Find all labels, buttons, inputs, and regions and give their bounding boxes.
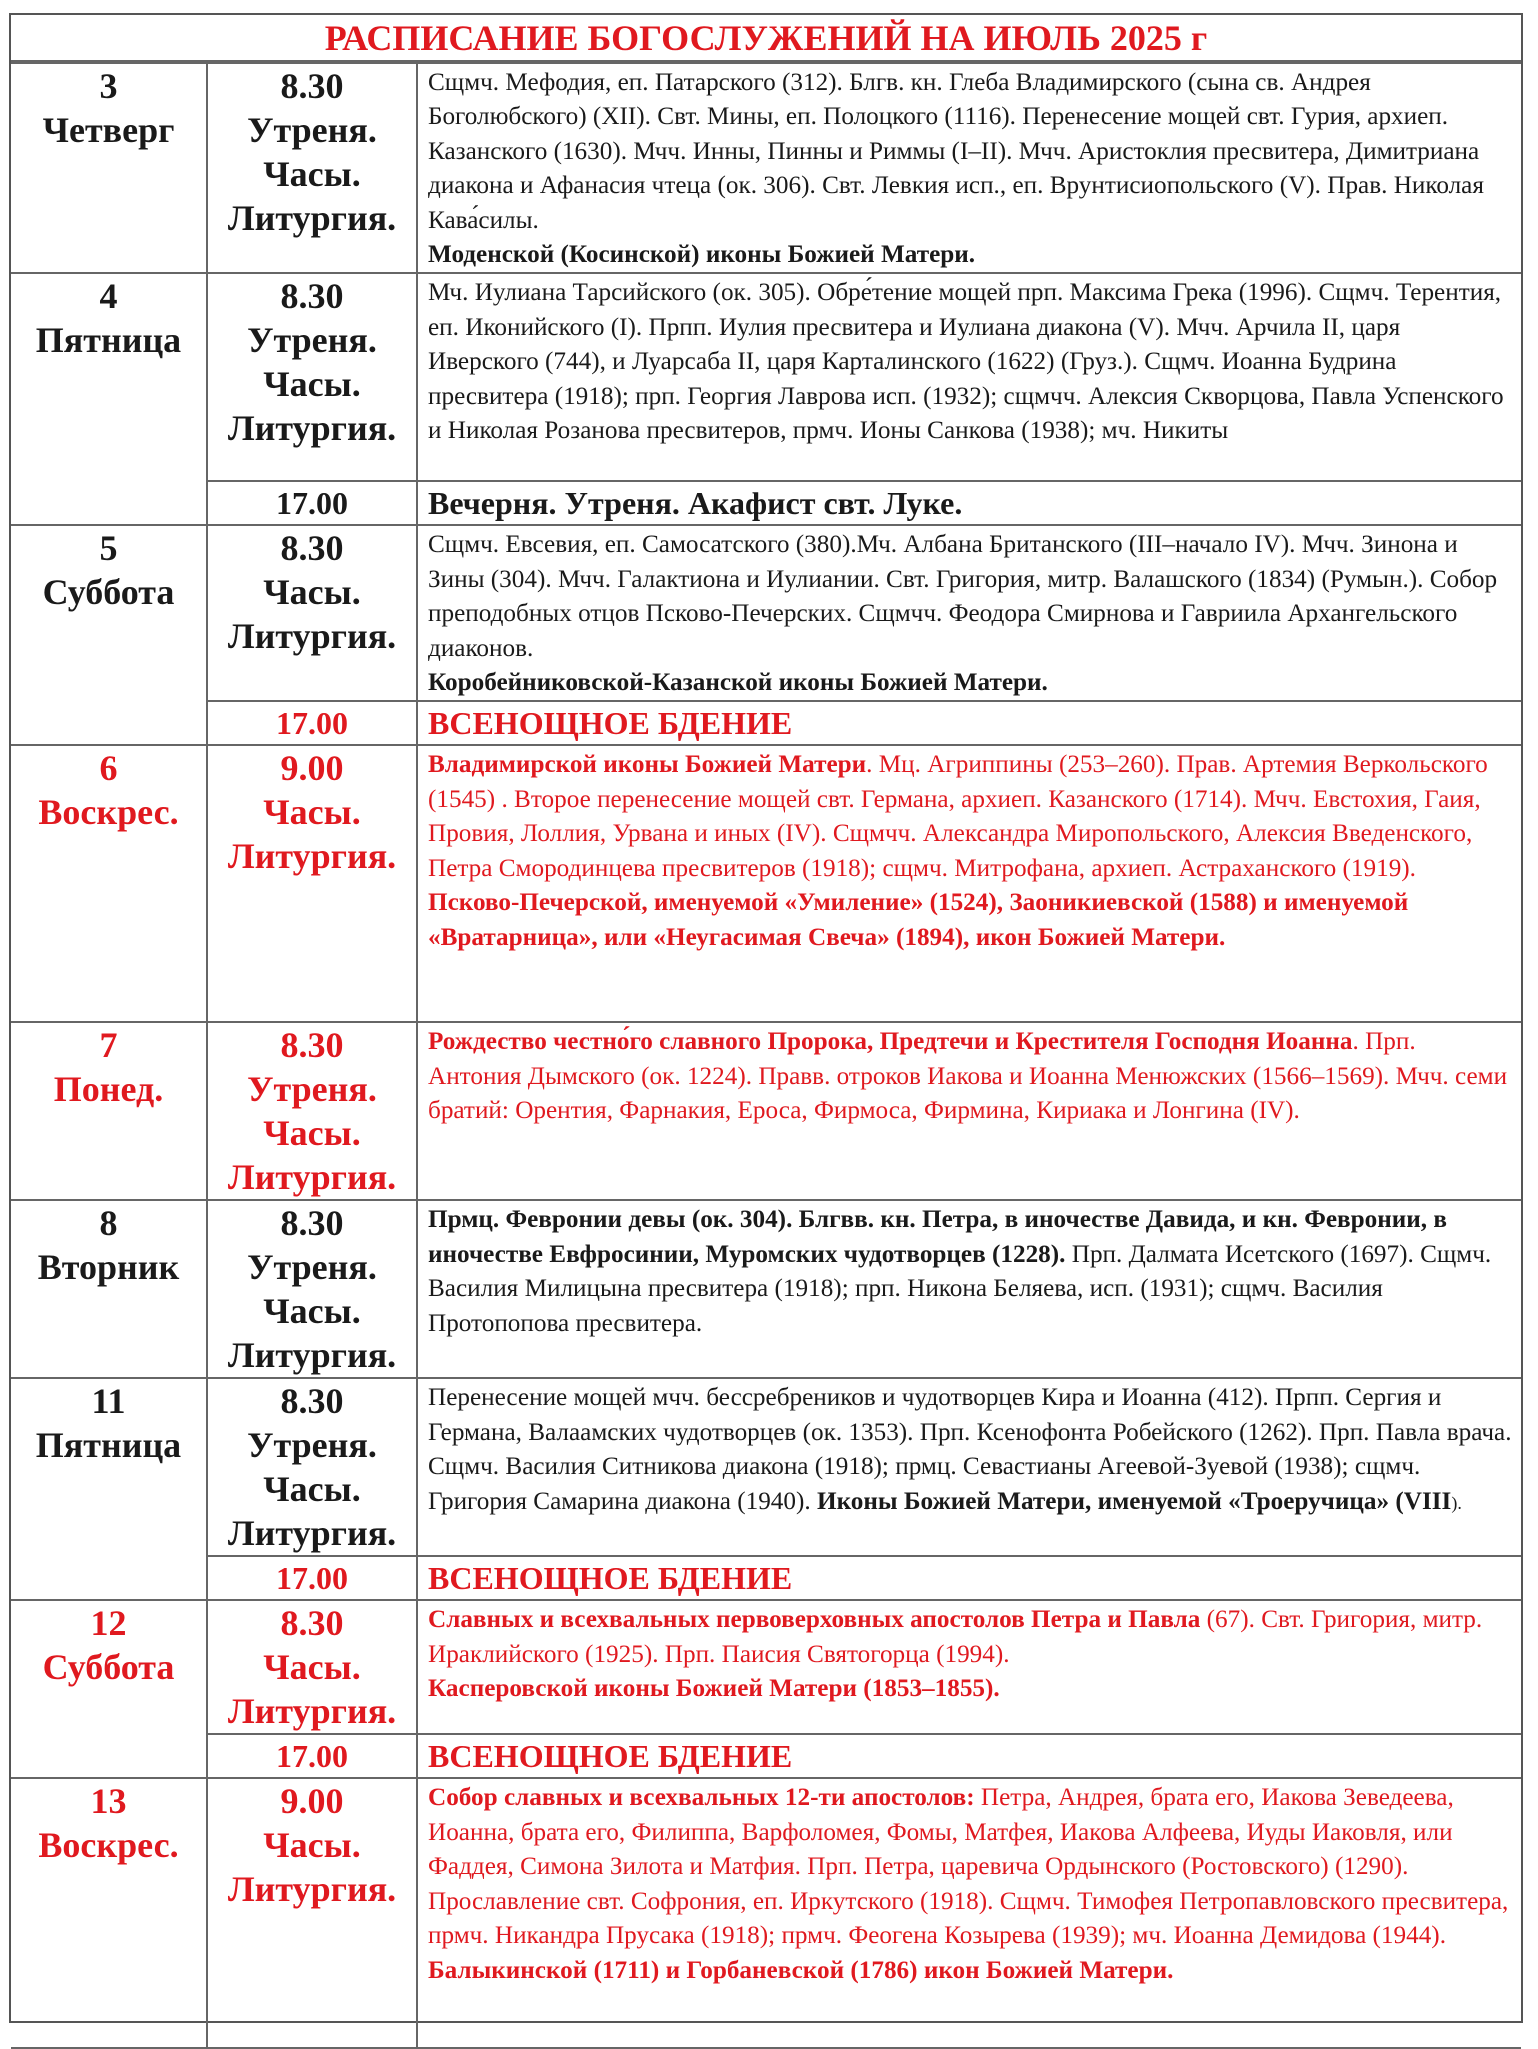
day-cell bbox=[11, 1022, 207, 1200]
day-number: 3 bbox=[99, 66, 118, 106]
day-of-week: Понед. bbox=[53, 1069, 164, 1110]
service-time: 8.30 bbox=[280, 1203, 344, 1244]
day-number: 12 bbox=[90, 1603, 127, 1644]
day-of-week: Воскрес. bbox=[38, 1825, 179, 1866]
day-of-week: Пятница bbox=[35, 1425, 182, 1466]
day-row-12 bbox=[11, 1600, 1521, 1734]
feast-title: Славных и всехвальных первоверховных апостолов Петра и Павла bbox=[428, 1606, 1201, 1634]
day-cell bbox=[11, 1200, 207, 1378]
commemoration-text: Мч. Иулиана Тарсийского (ок. 305). Обре́тение мощей прп. Максима Грека (1996). Сщмч. Терентия, еп. Иконийского (I). Прпп. Иулия пресвитера и Иулиана диакона (V). Мчч. Арчила II, царя Иверского (744), и Луарсаба II, царя Карталинского (1622) (Груз.). Сщмч. Иоанна Будрина пресвитера (1918); прп. Георгия Лаврова исп. (1932); сщмчч. Алексия Скворцова, Павла Успенского и Николая Розанова пресвитеров, прмч. Ионы Санкова (1938); мч. Никиты bbox=[428, 279, 1504, 445]
commemoration-cell bbox=[417, 1200, 1521, 1378]
day-cell bbox=[11, 273, 207, 525]
service-name: Часы. bbox=[263, 572, 361, 613]
day-cell bbox=[11, 525, 207, 745]
day-row-7 bbox=[11, 1022, 1521, 1200]
service-cell bbox=[207, 1600, 417, 1734]
service-cell bbox=[207, 525, 417, 701]
service-name: Литургия. bbox=[227, 198, 397, 238]
service-name: Литургия. bbox=[227, 408, 397, 449]
feast-title: Рождество честно́го славного Пророка, Предтечи и Крестителя Господня Иоанна bbox=[428, 1028, 1353, 1056]
commemoration-text: (67). Свт. Григория, митр. Ираклийского (1925). Прп. Паисия Святогорца (1994). bbox=[428, 1606, 1483, 1668]
commemoration-cell bbox=[417, 1022, 1521, 1200]
commemoration-cell bbox=[417, 745, 1521, 1022]
day-cell bbox=[11, 63, 207, 273]
service-time: 8.30 bbox=[280, 1603, 344, 1644]
service-name: Литургия. bbox=[227, 836, 397, 877]
feast-title: Владимирской иконы Божией Матери bbox=[428, 751, 867, 779]
service-cell bbox=[207, 745, 417, 1022]
evening-row-12 bbox=[11, 1734, 1521, 1778]
evening-time: 17.00 bbox=[207, 481, 417, 525]
commemoration-cell bbox=[417, 63, 1521, 273]
commemoration-bold: Коробейниковской-Казанской иконы Божией Матери. bbox=[428, 669, 1048, 697]
service-name: Часы. bbox=[263, 1291, 361, 1332]
service-name: Часы. bbox=[263, 364, 361, 405]
evening-service: ВСЕНОЩНОЕ БДЕНИЕ bbox=[417, 1734, 1521, 1778]
commemoration-text: Перенесение мощей мчч. бессребреников и чудотворцев Кира и Иоанна (412). Прпп. Сергия и Германа, Валаамских чудотворцев (ок. 1353). Прп. Ксенофонта Робейского (1262). Прп. Павла врача. Сщмч. Василия Ситникова диакона (1918); прмц. Севастианы Агеевой-Зуевой (1938); сщмч. Григория Самарина диакона (1940). bbox=[428, 1384, 1512, 1515]
day-cell bbox=[11, 1778, 207, 2048]
commemoration-bold: Моденской (Косинской) иконы Божией Матери. bbox=[428, 241, 976, 269]
feast-title: Собор славных и всехвальных 12-ти апостолов: bbox=[428, 1784, 975, 1812]
commemoration-text: Сщмч. Евсевия, еп. Самосатского (380).Мч. Албана Британского (III–начало IV). Мчч. Зинона и Зины (304). Мчч. Галактиона и Иулиании. Свт. Григория, митр. Валашского (1834) (Румын.). Собор преподобных отцов Псково-Печерских. Сщмчч. Феодора Смирнова и Гавриила Архангельского диаконов. bbox=[428, 531, 1498, 662]
service-time: 8.30 bbox=[280, 276, 344, 317]
feast-title: Прмц. Февронии девы (ок. 304). Блгвв. кн. Петра, в иночестве Давида, и кн. Февронии, в иночестве Евфросинии, Муромских чудотворцев (1228). bbox=[428, 1206, 1447, 1268]
commemoration-text: Сщмч. Мефодия, еп. Патарского (312). Блгв. кн. Глеба Владимирского (сына св. Андрея Боголюбского) (XII). Свт. Мины, еп. Полоцкого (1116). Перенесение мощей свт. Гурия, архиеп. Казанского (1630). Мчч. Инны, Пинны и Риммы (I–II). Мчч. Аристоклия пресвитера, Димитриана диакона и Афанасия чтеца (ок. 306). Свт. Левкия исп., еп. Врунтисиопольского (V). Прав. Николая Кава́силы. bbox=[428, 69, 1484, 234]
evening-time: 17.00 bbox=[207, 1734, 417, 1778]
service-cell bbox=[207, 273, 417, 481]
day-of-week: Четверг bbox=[42, 110, 175, 150]
service-name: Часы. bbox=[263, 1113, 361, 1154]
service-cell bbox=[207, 1022, 417, 1200]
evening-service: ВСЕНОЩНОЕ БДЕНИЕ bbox=[417, 1556, 1521, 1600]
day-row-11 bbox=[11, 1378, 1521, 1556]
commemoration-cell bbox=[417, 1378, 1521, 1556]
service-time: 8.30 bbox=[280, 66, 344, 106]
service-name: Литургия. bbox=[227, 616, 397, 657]
service-name: Утреня. bbox=[247, 1069, 377, 1110]
evening-row-11 bbox=[11, 1556, 1521, 1600]
day-number: 13 bbox=[90, 1781, 127, 1822]
service-name: Часы. bbox=[263, 792, 361, 833]
day-of-week: Пятница bbox=[35, 320, 182, 361]
day-row-3 bbox=[11, 63, 1521, 273]
day-number: 4 bbox=[99, 276, 118, 317]
day-row-13 bbox=[11, 1778, 1521, 2048]
schedule-table bbox=[11, 62, 1521, 2049]
service-name: Утреня. bbox=[247, 1425, 377, 1466]
day-number: 8 bbox=[99, 1203, 118, 1244]
day-of-week: Воскрес. bbox=[38, 792, 179, 833]
commemoration-text: Петра, Андрея, брата его, Иакова Зеведеева, Иоанна, брата его, Филиппа, Варфоломея, Фомы, Матфея, Иакова Алфеева, Иуды Иаковля, или Фаддея, Симона Зилота и Матфия. Прп. Петра, царевича Ордынского (Ростовского) (1290). Прославление свт. Софрония, еп. Иркутского (1918). Сщмч. Тимофея Петропавловского пресвитера, прмч. Никандра Прусака (1918); прмч. Феогена Козырева (1939); мч. Иоанна Демидова (1944). bbox=[428, 1784, 1509, 1950]
service-name: Утреня. bbox=[247, 320, 377, 361]
service-name: Часы. bbox=[263, 1469, 361, 1510]
commemoration-bold: Псково-Печерской, именуемой «Умиление» (1524), Заоникиевской (1588) и именуемой «Вратарница», или «Неугасимая Свеча» (1894), икон Божией Матери. bbox=[428, 889, 1409, 951]
evening-time: 17.00 bbox=[207, 701, 417, 745]
commemoration-text: . Прп. Антония Дымского (ок. 1224). Правв. отроков Иакова и Иоанна Менюжских (1566–1569). Мчч. семи братий: Орентия, Фарнакия, Ероса, Фирмоса, Фирмина, Кириака и Лонгина (IV). bbox=[428, 1028, 1508, 1125]
day-number: 5 bbox=[99, 528, 118, 569]
service-name: Часы. bbox=[263, 1825, 361, 1866]
service-name: Утреня. bbox=[247, 110, 377, 150]
service-name: Часы. bbox=[263, 154, 361, 194]
commemoration-tail: ). bbox=[1451, 1492, 1462, 1513]
commemoration-bold: Иконы Божией Матери, именуемой «Троеручица» (VIII bbox=[810, 1487, 1452, 1515]
commemoration-bold: Балыкинской (1711) и Горбаневской (1786) икон Божией Матери. bbox=[428, 1956, 1174, 1984]
service-time: 9.00 bbox=[280, 1781, 344, 1822]
day-cell bbox=[11, 1600, 207, 1778]
day-row-5 bbox=[11, 525, 1521, 701]
service-name: Литургия. bbox=[227, 1157, 397, 1198]
evening-row-5 bbox=[11, 701, 1521, 745]
day-number: 11 bbox=[91, 1381, 126, 1422]
day-row-8 bbox=[11, 1200, 1521, 1378]
service-time: 9.00 bbox=[280, 748, 344, 789]
service-cell bbox=[207, 1778, 417, 2048]
day-of-week: Вторник bbox=[37, 1247, 180, 1288]
evening-service: ВСЕНОЩНОЕ БДЕНИЕ bbox=[417, 701, 1521, 745]
service-name: Утреня. bbox=[247, 1247, 377, 1288]
service-cell bbox=[207, 1378, 417, 1556]
service-time: 8.30 bbox=[280, 1025, 344, 1066]
day-of-week: Суббота bbox=[42, 572, 175, 613]
commemoration-text: . Мц. Агриппины (253–260). Прав. Артемия Веркольского (1545) . Второе перенесение мощей свт. Германа, архиеп. Казанского (1714). Мчч. Евстохия, Гаия, Провия, Лоллия, Урвана и иных (IV). Сщмчч. Александра Миропольского, Алексия Введенского, Петра Смородинцева пресвитеров (1918); сщмч. Митрофана, архиеп. Астраханского (1919). bbox=[428, 751, 1488, 882]
commemoration-cell bbox=[417, 1600, 1521, 1734]
day-cell bbox=[11, 745, 207, 1022]
schedule-sheet bbox=[9, 13, 1523, 2023]
service-cell bbox=[207, 1200, 417, 1378]
service-name: Часы. bbox=[263, 1647, 361, 1688]
day-cell bbox=[11, 1378, 207, 1600]
service-name: Литургия. bbox=[227, 1691, 397, 1732]
commemoration-bold: Касперовской иконы Божией Матери (1853–1855). bbox=[428, 1675, 1000, 1703]
commemoration-text: Прп. Далмата Исетского (1697). Сщмч. Василия Милицына пресвитера (1918); прп. Никона Беляева, исп. (1931); сщмч. Василия Протопопова пресвитера. bbox=[428, 1240, 1492, 1337]
evening-row-4 bbox=[11, 481, 1521, 525]
service-name: Литургия. bbox=[227, 1513, 397, 1554]
day-row-4 bbox=[11, 273, 1521, 481]
evening-time: 17.00 bbox=[207, 1556, 417, 1600]
commemoration-cell bbox=[417, 525, 1521, 701]
page-title: РАСПИСАНИЕ БОГОСЛУЖЕНИЙ НА ИЮЛЬ 2025 г bbox=[11, 15, 1521, 62]
day-number: 7 bbox=[99, 1025, 118, 1066]
service-name: Литургия. bbox=[227, 1335, 397, 1376]
commemoration-cell bbox=[417, 273, 1521, 481]
service-time: 8.30 bbox=[280, 1381, 344, 1422]
day-number: 6 bbox=[99, 748, 118, 789]
commemoration-cell bbox=[417, 1778, 1521, 2048]
day-of-week: Суббота bbox=[42, 1647, 175, 1688]
service-name: Литургия. bbox=[227, 1869, 397, 1910]
day-row-6 bbox=[11, 745, 1521, 1022]
evening-service: Вечерня. Утреня. Акафист свт. Луке. bbox=[417, 481, 1521, 525]
service-cell bbox=[207, 63, 417, 273]
service-time: 8.30 bbox=[280, 528, 344, 569]
